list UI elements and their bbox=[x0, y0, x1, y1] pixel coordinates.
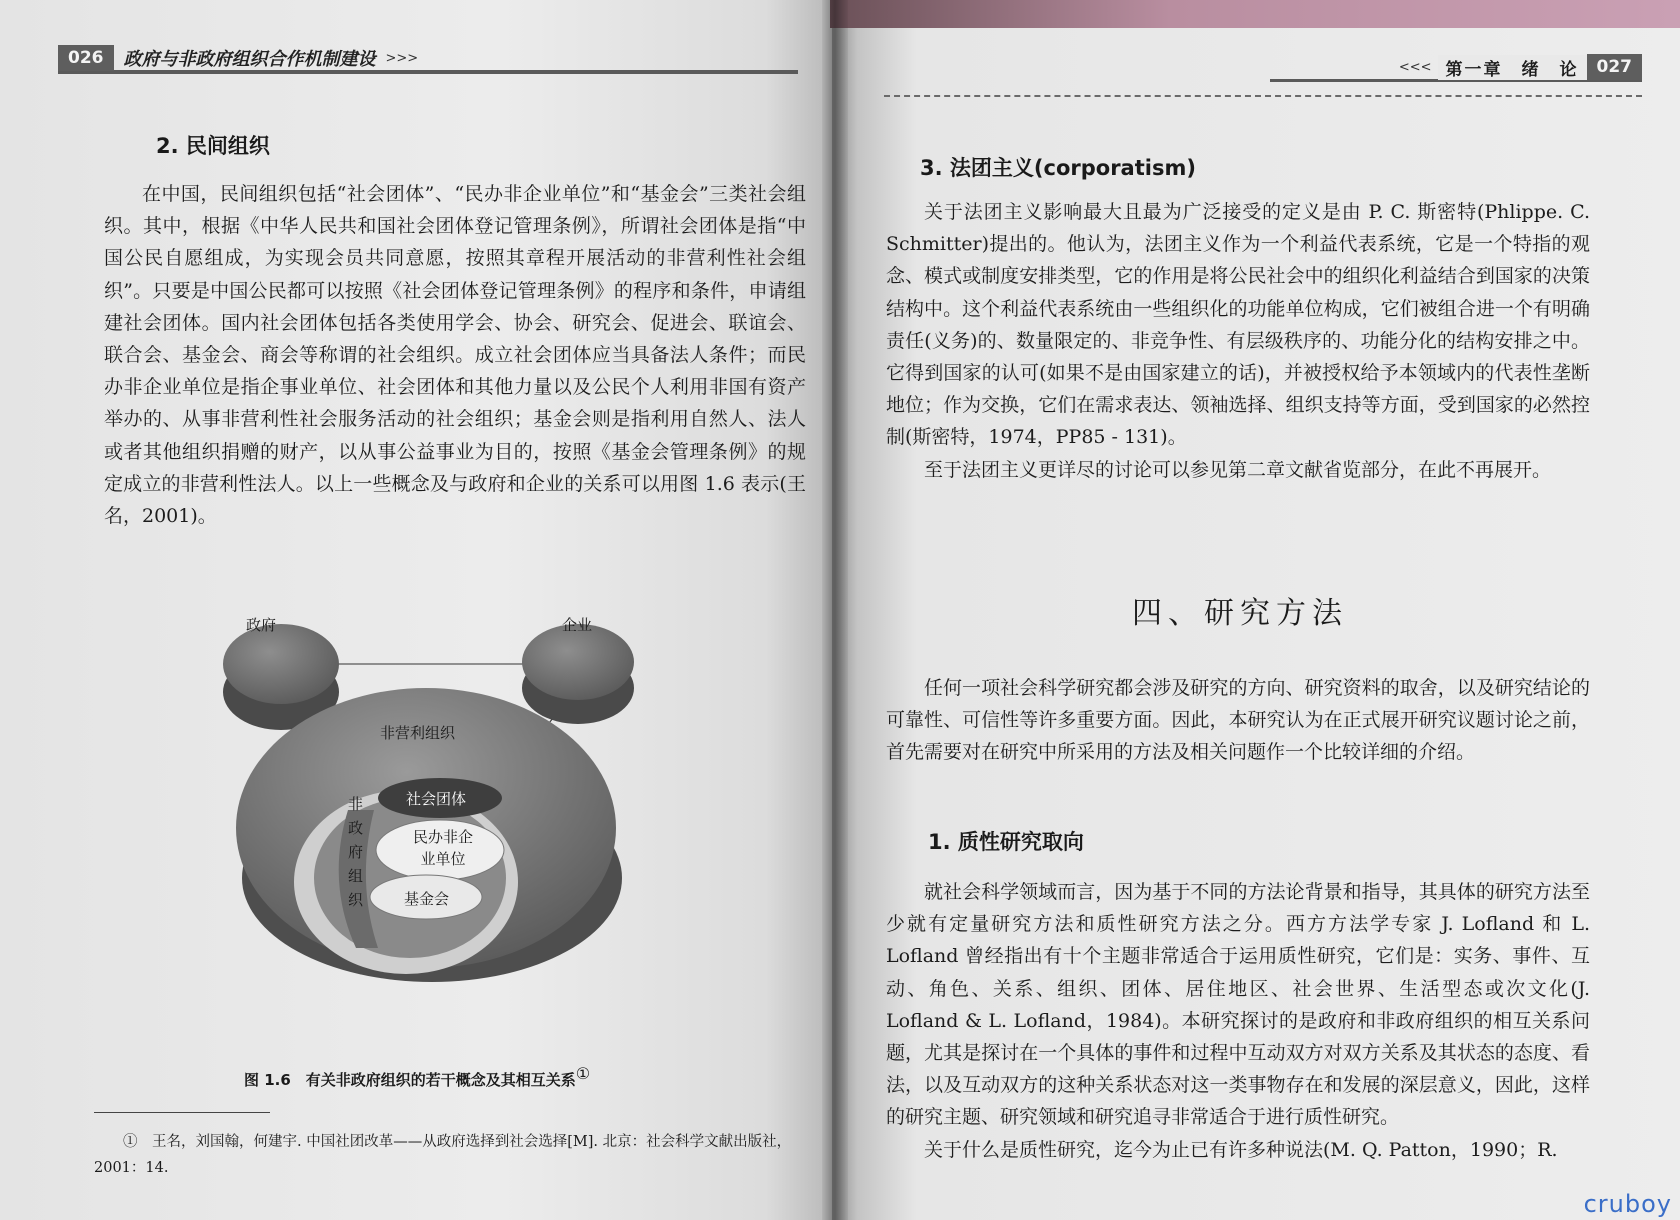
footnote-divider bbox=[94, 1112, 270, 1113]
gov-cylinder-top bbox=[223, 624, 339, 704]
corporatism-paragraph-2: 至于法团主义更详尽的讨论可以参见第二章文献省览部分，在此不再展开。 bbox=[924, 458, 1552, 481]
right-header-rule bbox=[884, 95, 1642, 97]
left-running-header bbox=[58, 46, 798, 74]
corporatism-text bbox=[886, 196, 1590, 486]
watermark: cruboy bbox=[1583, 1190, 1672, 1218]
right-page-number: 027 bbox=[1587, 54, 1643, 80]
corporatism-paragraph-1: 关于法团主义影响最大且最为广泛接受的定义是由 P. C. 斯密特(Phlippe. C. Schmitter)提出的。他认为，法团主义作为一个利益代表系统，它是一个特指的观念、模式或制度安排类型，它的作用是将公民社会中的组织化利益结合到国家的决策结构中。这个利益代表系统由一些组织化的功能单位构成，它们被组合进一个有明确责任(义务)的、数量限定的、非竞争性、有层级秩序的、功能分化的结构安排之中。它得到国家的认可(如果不是由国家建立的话)，并被授权给予本领域内的代表性垄断地位；作为交换，它们在需求表达、领袖选择、组织支持等方面，受到国家的必然控制(斯密特，1974，PP85 - 131)。 bbox=[886, 201, 1590, 449]
header-arrows-icon: >>> bbox=[385, 50, 419, 66]
section-title-corporatism: 3. 法团主义(corporatism) bbox=[920, 156, 1196, 180]
figure-1-6 bbox=[196, 592, 756, 1022]
qualitative-paragraph-1: 就社会科学领域而言，因为基于不同的方法论背景和指导，其具体的研究方法至少就有定量研究方法和质性研究方法之分。西方方法学专家 J. Lofland 和 L. Lofland 曾经指出有十个主题非常适合于运用质性研究，它们是：实务、事件、互动、角色、关系、组织、团体、居住地区、社会世界、生活型态或次文化(J. Lofland & L. Lofland，1984)。本研究探讨的是政府和非政府组织的相互关系问题，尤其是探讨在一个具体的事件和过程中互动双方对双方关系及其状态的态度、看法，以及互动双方的这种关系状态对这一类事物存在和发展的深层意义，因此，这样的研究主题、研究领域和研究追寻非常适合于进行质性研究。 bbox=[886, 881, 1590, 1129]
figure-label-private-nonenterprise: 民办非企业单位 bbox=[412, 828, 473, 868]
header-arrows-icon: <<< bbox=[1398, 59, 1432, 75]
left-page bbox=[0, 0, 832, 1220]
figure-label-ngo: 非政府组织 bbox=[348, 795, 364, 909]
figure-diagram bbox=[196, 592, 756, 1022]
running-title: 政府与非政府组织合作机制建设 bbox=[123, 49, 376, 70]
chapter-section-title: 四、研究方法 bbox=[1132, 596, 1348, 631]
methods-paragraph: 任何一项社会科学研究都会涉及研究的方向、研究资料的取舍，以及研究结论的可靠性、可信性等许多重要方面。因此，本研究认为在正式展开研究议题讨论之前，首先需要对在研究中所采用的方法及相关问题作一个比较详细的介绍。 bbox=[886, 677, 1590, 764]
footnote: ① 王名，刘国翰，何建宇. 中国社团改革——从政府选择到社会选择[M]. 北京：社会科学文献出版社，2001：14. bbox=[94, 1134, 792, 1176]
methods-text bbox=[886, 672, 1590, 769]
civil-org-paragraph bbox=[104, 178, 806, 532]
right-running-header bbox=[1290, 53, 1642, 81]
figure-label-government: 政府 bbox=[246, 616, 277, 634]
figure-label-foundation: 基金会 bbox=[404, 890, 450, 908]
qualitative-paragraph-2: 关于什么是质性研究，迄今为止已有许多种说法(M. Q. Patton，1990；R. bbox=[924, 1138, 1558, 1161]
figure-label-nonprofit: 非营利组织 bbox=[380, 724, 456, 742]
subsection-title-qualitative: 1. 质性研究取向 bbox=[928, 830, 1084, 854]
figure-caption-text: 图 1.6 有关非政府组织的若干概念及其相互关系 bbox=[244, 1071, 576, 1089]
footnote-mark: ① bbox=[575, 1064, 591, 1083]
paragraph: 在中国，民间组织包括“社会团体”、“民办非企业单位”和“基金会”三类社会组织。其中，根据《中华人民共和国社会团体登记管理条例》，所谓社会团体是指“中国公民自愿组成，为实现会员共同意愿，按照其章程开展活动的非营利性社会组织”。只要是中国公民都可以按照《社会团体登记管理条例》的程序和条件，申请组建社会团体。国内社会团体包括各类使用学会、协会、研究会、促进会、联谊会、联合会、基金会、商会等称谓的社会组织。成立社会团体应当具备法人条件；而民办非企业单位是指企事业单位、社会团体和其他力量以及公民个人利用非国有资产举办的、从事非营利性社会服务活动的社会组织；基金会则是指利用自然人、法人或者其他组织捐赠的财产，以从事公益事业为目的，按照《基金会管理条例》的规定成立的非营利性法人。以上一些概念及与政府和企业的关系可以用图 1.6 表示(王名，2001)。 bbox=[104, 183, 806, 528]
qualitative-text bbox=[886, 876, 1590, 1166]
chapter-label: 第一章 绪 论 bbox=[1438, 55, 1587, 80]
figure-caption bbox=[244, 1064, 590, 1090]
figure-label-social-org: 社会团体 bbox=[406, 790, 467, 808]
figure-label-enterprise: 企业 bbox=[562, 616, 593, 634]
spine-shadow bbox=[822, 0, 848, 1220]
cover-edge bbox=[830, 0, 1680, 28]
left-page-number: 026 bbox=[58, 45, 114, 71]
enterprise-cylinder-top bbox=[522, 624, 634, 700]
section-title-civil-org: 2. 民间组织 bbox=[156, 134, 270, 158]
